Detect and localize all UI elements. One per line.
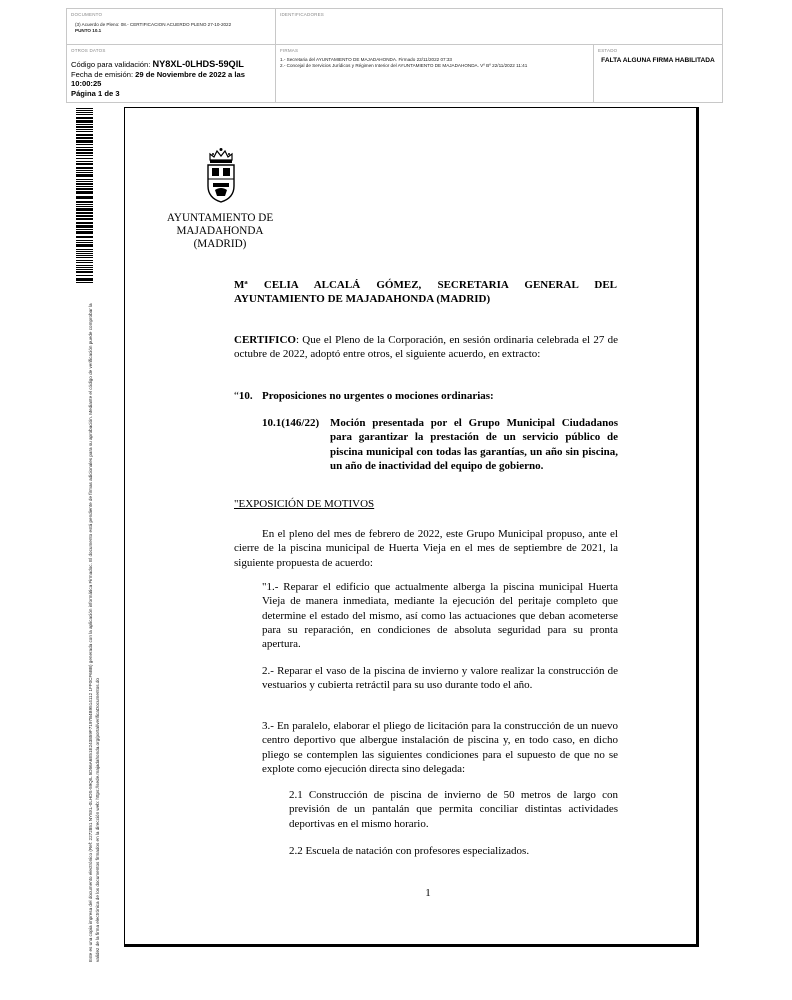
otros-datos-cell [67,45,276,102]
status-value: FALTA ALGUNA FIRMA HABILITADA [601,57,715,64]
codigo-label: Código para validación: [71,60,153,69]
certifico-paragraph [234,333,618,362]
certifier-title-line-1: Mª CELIA ALCALÁ GÓMEZ, SECRETARIA GENERAL DEL [234,279,617,291]
proposal-2: 2.- Reparar el vaso de la piscina de invierno y valore realizar la construcción de vestuarios y cubierta retráctil para su uso durante todo el año. [262,665,618,692]
fecha-label: Fecha de emisión: [71,69,136,79]
paragraph-intro: En el pleno del mes de febrero de 2022, este Grupo Municipal propuso, ante el cierre de la piscina municipal de Huerta Vieja en el mes de septiembre de 2021, la siguiente propuesta de acuerdo: [234,528,618,569]
town-line-2: MAJADAHONDA [176,225,264,237]
section-10-text: Proposiciones no urgentes o mociones ordinarias: [262,390,494,402]
documento-cell [67,9,276,45]
proposal-2-1: 2.1 Construcción de piscina de invierno de 50 metros de largo con previsión de un pantalán que permita conciliar distintas actividades deportivas en el mismo horario. [289,789,618,830]
motion-number: 10.1(146/22) [262,417,320,429]
certifico-label: CERTIFICO [234,334,296,346]
otros-datos-label: OTROS DATOS [71,48,106,53]
coat-of-arms-icon [204,146,238,204]
page-count: Página 1 de 3 [71,88,120,98]
proposal-1: "1.- Reparar el edificio que actualmente alberga la piscina municipal Huerta Vieja de manera inmediata, mediante la ejecución del peritaje completo que determine el estado del mismo, así como las actuaciones que deban acometerse para su reparación, en condiciones de absoluta seguridad para su pronta apertura. [262,581,618,651]
page-number: 1 [425,887,431,899]
signature-1: 1.- Secretaria del AYUNTAMIENTO DE MAJADAHONDA. Firmado 22/11/2022 07:33 [280,57,452,62]
motion-text: Moción presentada por el Grupo Municipal Ciudadanos para garantizar la prestación de un servicio público de piscina municipal con todas las garantías, un año sin piscina, un año de inactividad del equipo de gobierno. [330,417,618,472]
proposal-2-2: 2.2 Escuela de natación con profesores especializados. [289,845,530,857]
validation-info [71,60,275,98]
proposal-3: 3.- En paralelo, elaborar el pliego de licitación para la construcción de un nuevo centro deportivo que albergue instalación de piscina y, en todo caso, en dicho pliego se contemplen las siguientes condiciones para el supuesto de que no se explote como ejecución directa sino delegada: [262,720,618,775]
signature-2: 2.- Concejal de Servicios Jurídicos y Régimen Interior del AYUNTAMIENTO DE MAJADAHONDA. Vº Bº 22/11/2022 11:41 [280,63,528,68]
certifier-title [234,278,617,307]
documento-value [75,22,231,34]
section-10-number: 10. [238,390,253,402]
documento-line-1: (3) Acuerdo de Pleno: 08.- CERTIFICACION ACUERDO PLENO 27-10-2022 [75,22,232,27]
firmas-cell [276,45,594,102]
validation-code[interactable]: NY8XL-0LHDS-59QIL [152,59,244,69]
signatures-list [280,57,590,69]
certifico-text: : Que el Pleno de la Corporación, en sesión ordinaria celebrada el 27 de octubre de 2022, adoptó entre otros, el siguiente acuerdo, en extracto: [234,334,618,361]
certifier-title-line-2: AYUNTAMIENTO DE MAJADAHONDA (MADRID) [234,293,491,306]
identificadores-label: IDENTIFICADORES [280,12,325,17]
town-heading [162,212,278,251]
opening-quote: “ [234,390,239,402]
section-10-heading [234,389,618,403]
estado-cell [594,45,722,102]
identificadores-cell [276,9,722,45]
firmas-label: FIRMAS [280,48,299,53]
documento-label: DOCUMENTO [71,12,103,17]
estado-label: ESTADO [598,48,618,53]
vertical-side-note: Este es una copia impresa del documento electrónico (Ref: 2272851 NY8XL-0LHDS-59QIL 5D56A6E51E243859F7197B4B9514112 1FF0CF6BB) generada con la aplicación informática Firmadoc. El documento está pendiente de firmas adicionales para su aprobación. Mediante el código de verificación puede comprobar la validez de la firma electrónica de los documentos firmados en la dirección web: https://sede.majadahonda.org/portal/verificaDocumentos.do [88,303,100,962]
town-line-3: (MADRID) [193,238,247,250]
issue-date: 29 de Noviembre de 2022 a las 10:00:25 [71,69,245,88]
document-metadata-header [66,8,723,103]
exposicion-heading: "EXPOSICIÓN DE MOTIVOS [234,498,375,510]
town-line-1: AYUNTAMIENTO DE [166,212,274,224]
documento-line-2: PUNTO 10.1 [75,28,102,33]
barcode-icon [76,108,93,284]
